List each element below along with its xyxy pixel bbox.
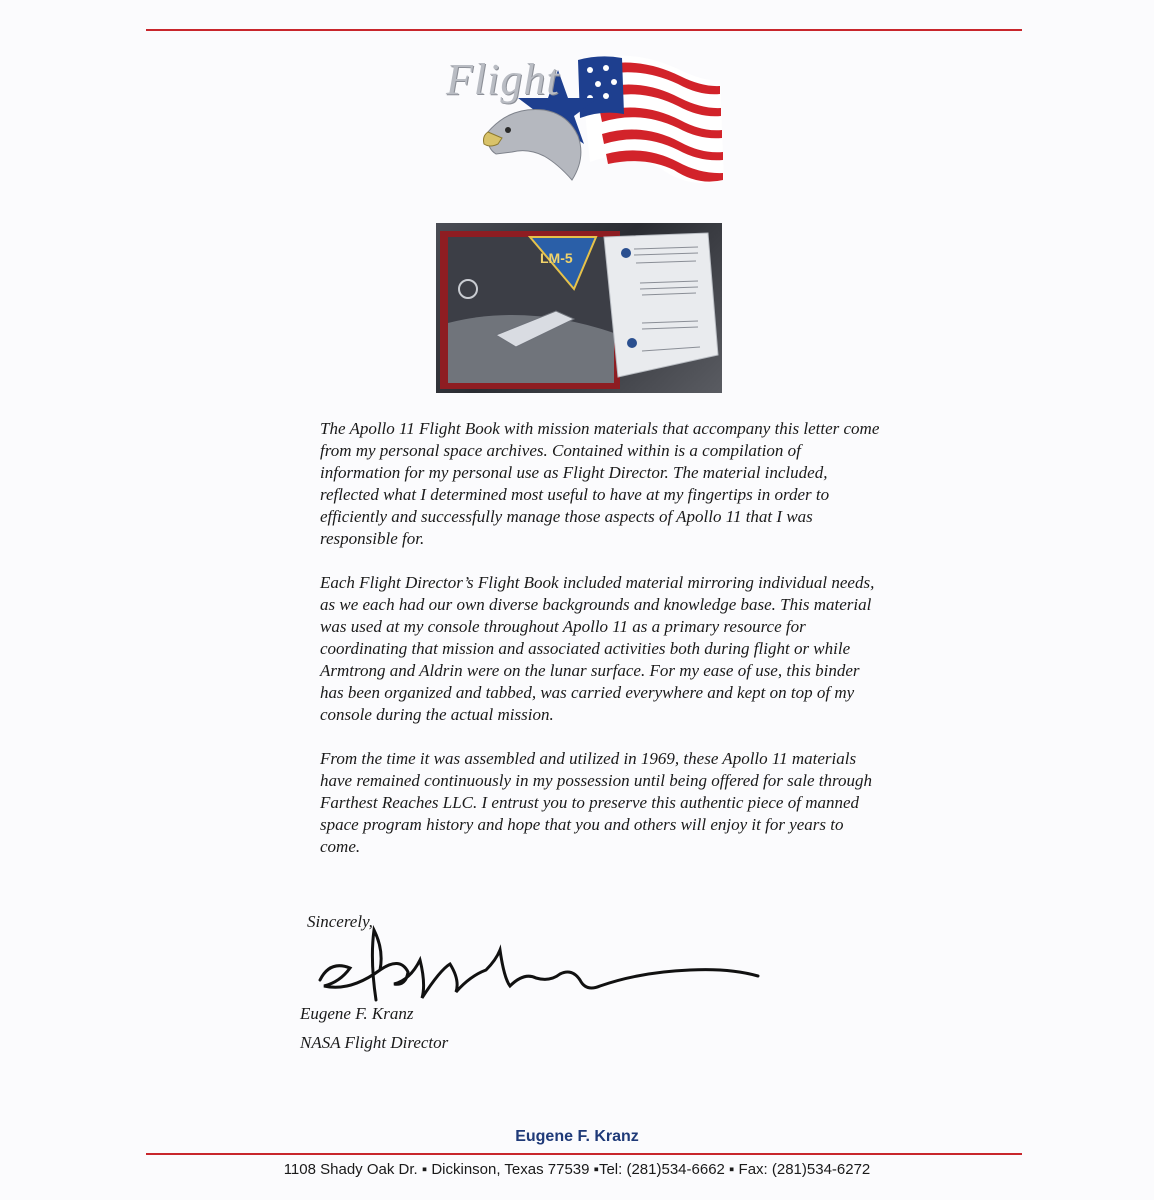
paragraph-3: From the time it was assembled and utilized in 1969, these Apollo 11 materials have remained continuously in my possession until being offered for sale through Farthest Reaches LLC. I entrust you to preserve this authentic piece of manned space program history and hope that you and others will enjoy it for years to come. (320, 749, 872, 856)
footer-address: 1108 Shady Oak Dr. ▪ Dickinson, Texas 77539 ▪Tel: (281)534-6662 ▪ Fax: (281)534-6272 (283, 1161, 871, 1178)
logo-word-flight: Flight (446, 55, 560, 104)
signer-name: Eugene F. Kranz (300, 1004, 414, 1023)
bottom-red-rule (146, 1153, 1022, 1155)
paragraph-2: Each Flight Director’s Flight Book included material mirroring individual needs, as we each had our own diverse backgrounds and knowledge base. This material was used at my console throughout Apollo 11 as a primary resource for coordinating that mission and associated activities both during flight or while Armtrong and Aldrin were on the lunar surface. For my ease of use, this binder has been organized and tabbed, was carried everywhere and kept on top of my console during the actual mission. (320, 573, 875, 724)
top-red-rule (146, 29, 1022, 31)
paragraph-1 (320, 418, 880, 550)
letter-body (320, 418, 880, 880)
patch-label: LM-5 (540, 250, 573, 266)
footer-name: Eugene F. Kranz (515, 1128, 639, 1145)
signer-title: NASA Flight Director (300, 1033, 449, 1052)
closing: Sincerely, (307, 912, 373, 931)
flight-book-title: The Apollo 11 Flight Book (320, 419, 500, 438)
flight-logo (440, 40, 730, 190)
paragraph-1-text: with mission materials that accompany this letter come from my personal space archives. Contained within is a compilation of information for my personal use as Flight Director. The material included, reflected what I determined most useful to have at my fingertips in order to efficiently and successfully manage those aspects of Apollo 11 that I was responsible for. (320, 419, 880, 548)
flight-book-photo (436, 223, 722, 393)
